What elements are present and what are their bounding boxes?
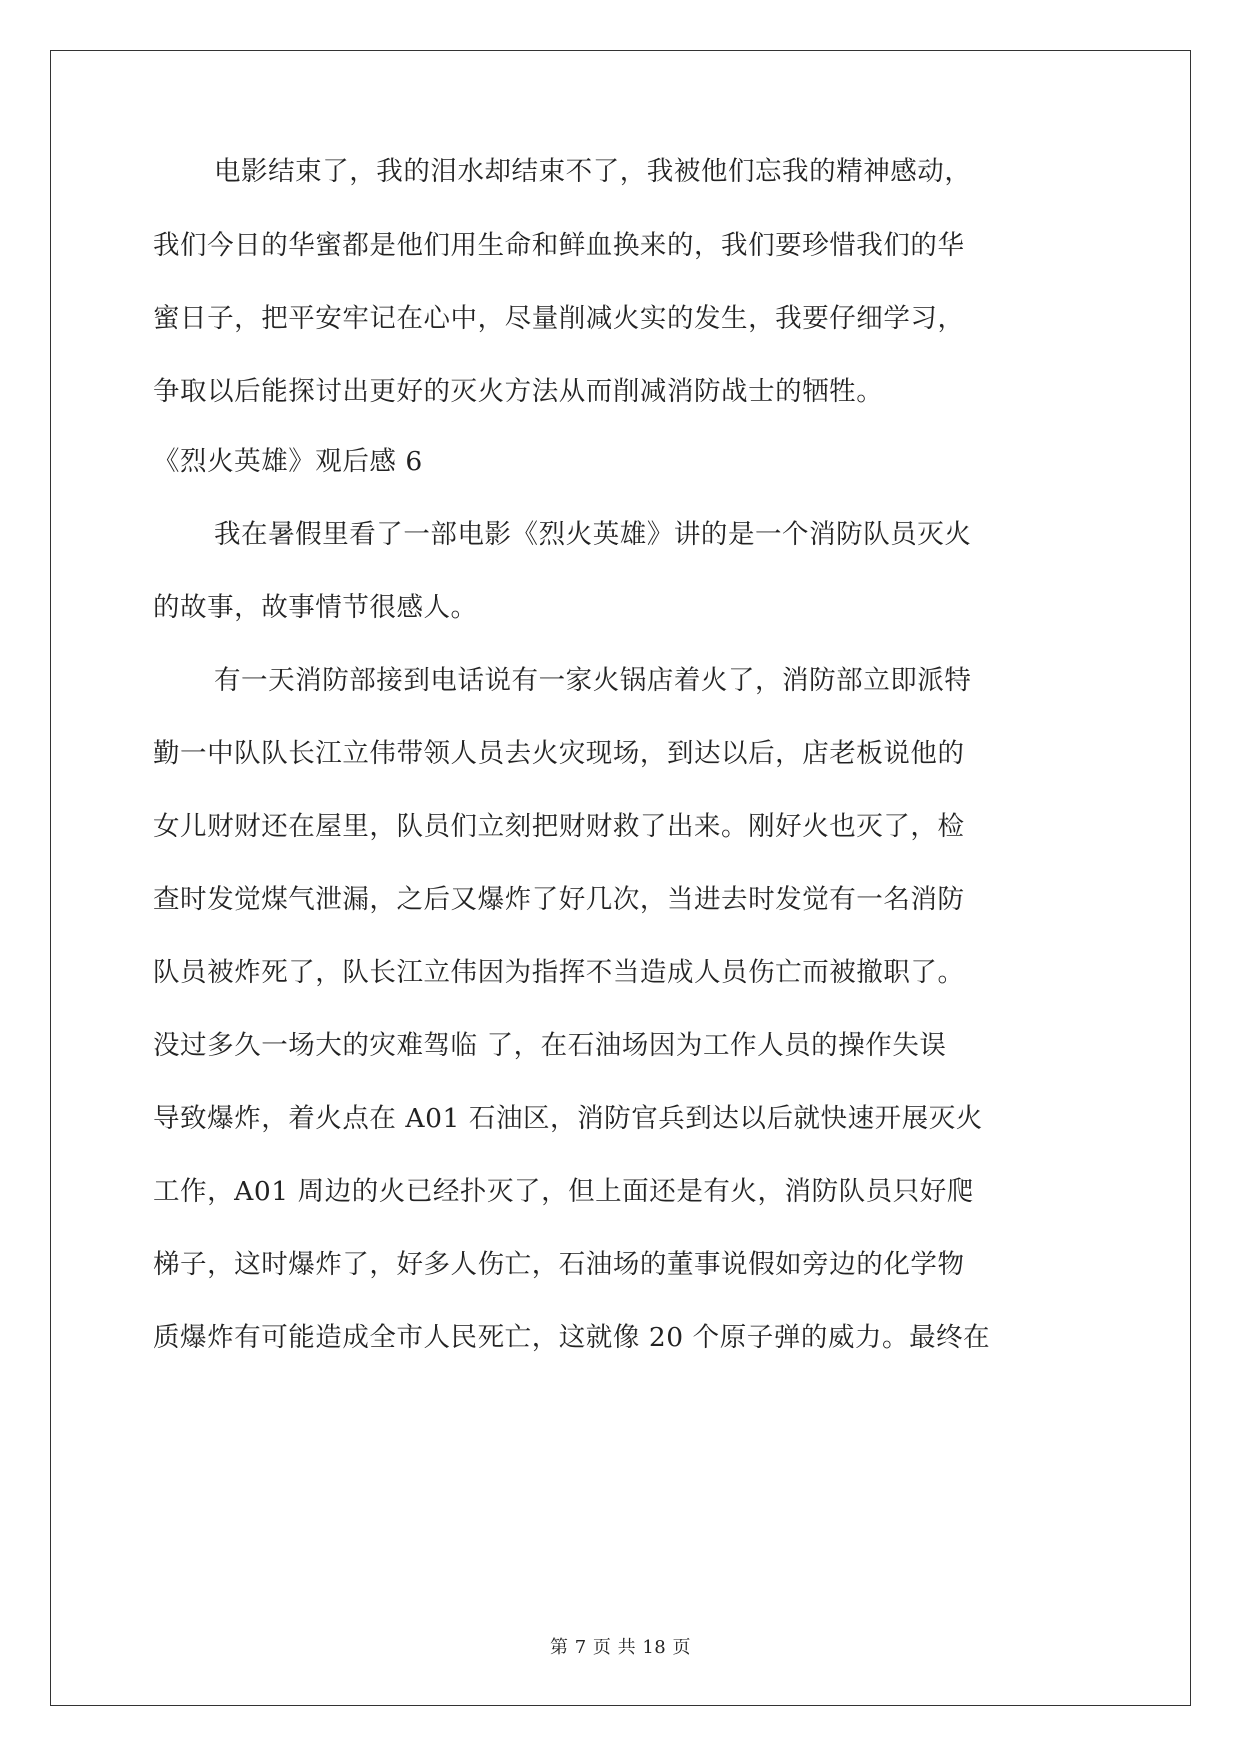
paragraph-line: 女儿财财还在屋里，队员们立刻把财财救了出来。刚好火也灭了，检 <box>153 811 965 842</box>
paragraph-line: 蜜日子，把平安牢记在心中，尽量削减火实的发生，我要仔细学习， <box>153 303 965 334</box>
paragraph-line: 我们今日的华蜜都是他们用生命和鲜血换来的，我们要珍惜我们的华 <box>153 230 965 261</box>
paragraph-line: 队员被炸死了，队长江立伟因为指挥不当造成人员伤亡而被撤职了。 <box>153 957 965 988</box>
paragraph-line: 我在暑假里看了一部电影《烈火英雄》讲的是一个消防队员灭火 <box>214 519 972 550</box>
paragraph-line: 查时发觉煤气泄漏，之后又爆炸了好几次，当进去时发觉有一名消防 <box>153 884 965 915</box>
paragraph-line: 没过多久一场大的灾难驾临 了，在石油场因为工作人员的操作失误 <box>153 1030 947 1061</box>
paragraph-line: 梯子，这时爆炸了，好多人伤亡，石油场的董事说假如旁边的化学物 <box>153 1249 965 1280</box>
paragraph-line: 导致爆炸，着火点在 A01 石油区，消防官兵到达以后就快速开展灭火 <box>153 1103 983 1134</box>
paragraph-line: 勤一中队队长江立伟带领人员去火灾现场，到达以后，店老板说他的 <box>153 738 965 769</box>
page-border <box>50 50 1191 1706</box>
paragraph-line: 工作，A01 周边的火已经扑灭了，但上面还是有火，消防队员只好爬 <box>153 1176 974 1207</box>
page-number: 第 7 页 共 18 页 <box>550 1637 691 1658</box>
paragraph-line: 争取以后能探讨出更好的灭火方法从而削减消防战士的牺牲。 <box>153 376 884 407</box>
paragraph-line: 质爆炸有可能造成全市人民死亡，这就像 20 个原子弹的威力。最终在 <box>153 1322 991 1353</box>
paragraph-line: 的故事，故事情节很感人。 <box>153 592 478 623</box>
paragraph-line: 电影结束了，我的泪水却结束不了，我被他们忘我的精神感动， <box>214 156 972 187</box>
section-heading: 《烈火英雄》观后感 6 <box>153 446 423 477</box>
paragraph-line: 有一天消防部接到电话说有一家火锅店着火了，消防部立即派特 <box>214 665 972 696</box>
